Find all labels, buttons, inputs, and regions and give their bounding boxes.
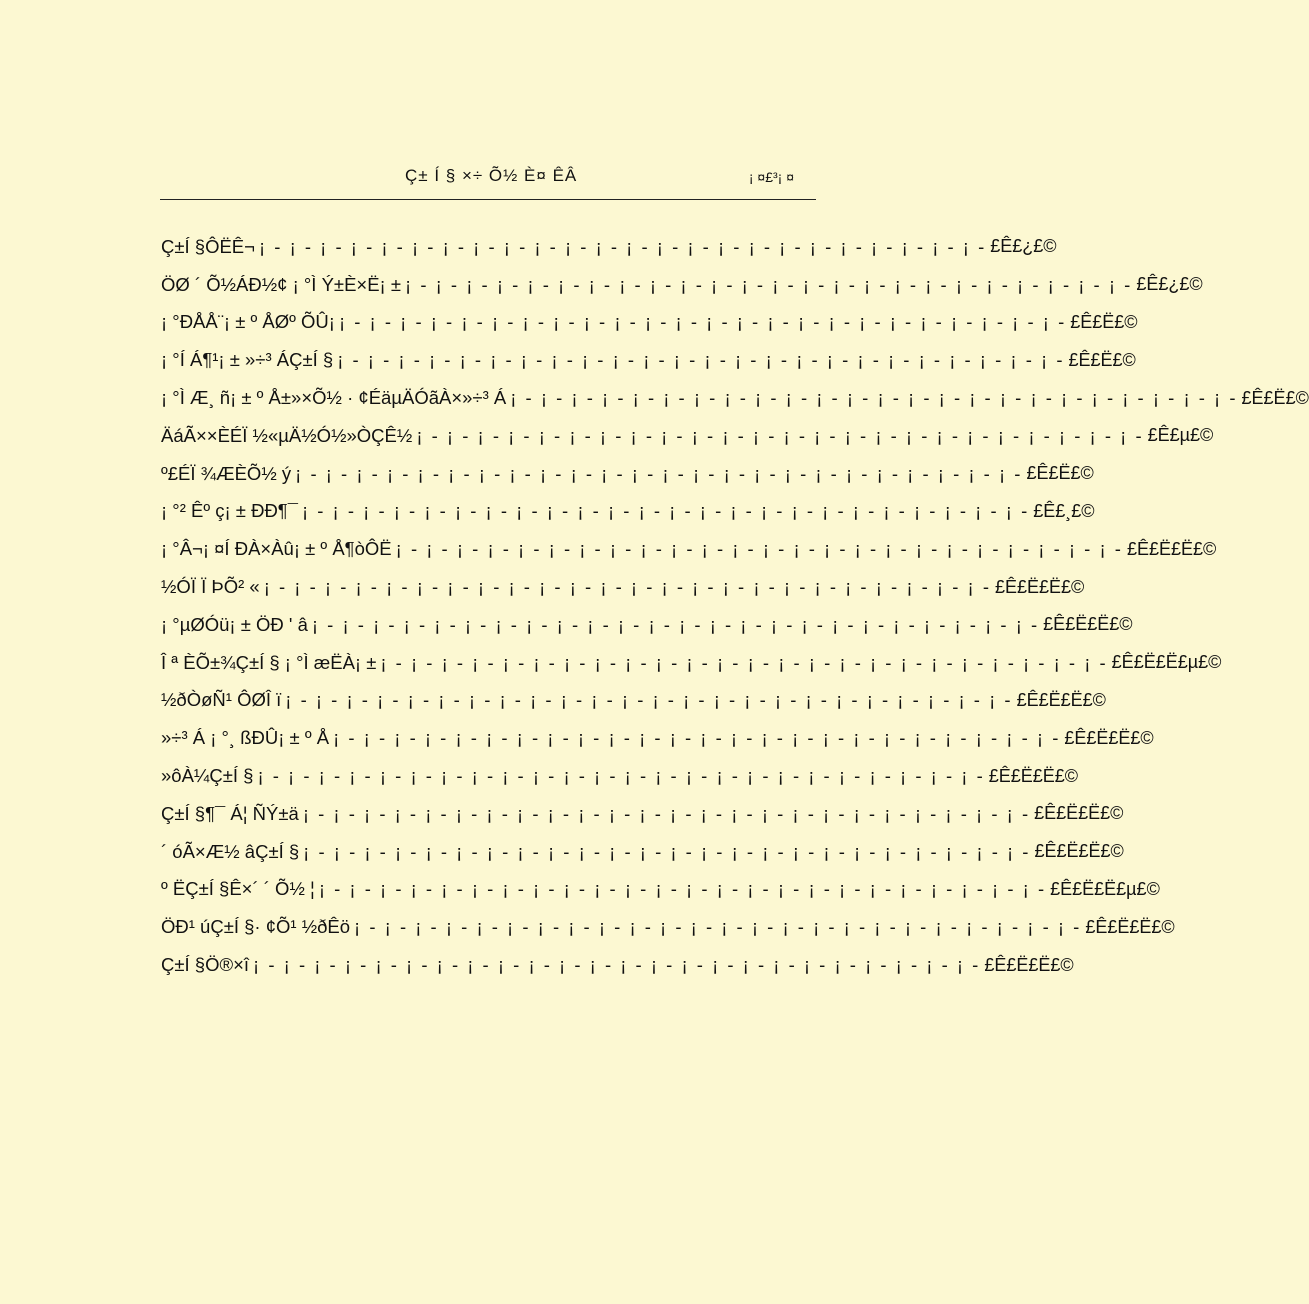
toc-entry-title: »ôÀ¼Ç±Í §	[161, 765, 254, 787]
toc-dot-leader: ¡ - ¡ - ¡ - ¡ - ¡ - ¡ - ¡ - ¡ - ¡ - ¡ - ¡ - ¡ - ¡ - ¡ - ¡ - ¡ - ¡ - ¡ - ¡ - ¡ - ¡ - ¡ - ¡ - ¡ -	[303, 840, 1031, 862]
toc-entry-title: º£ÉÏ ¾ÆÈÕ½ ý	[161, 462, 292, 484]
toc-dot-leader: ¡ - ¡ - ¡ - ¡ - ¡ - ¡ - ¡ - ¡ - ¡ - ¡ - ¡ - ¡ - ¡ - ¡ - ¡ - ¡ - ¡ - ¡ - ¡ - ¡ - ¡ - ¡ - ¡ - ¡ -	[354, 916, 1082, 938]
toc-entry[interactable]	[161, 795, 1124, 833]
toc-entry-page: £Ê£Ë£Ë£©	[984, 954, 1074, 975]
toc-dot-leader: ¡ - ¡ - ¡ - ¡ - ¡ - ¡ - ¡ - ¡ - ¡ - ¡ - ¡ - ¡ - ¡ - ¡ - ¡ - ¡ - ¡ - ¡ - ¡ - ¡ - ¡ - ¡ - ¡ - ¡ -	[510, 387, 1238, 409]
toc-dot-leader: ¡ - ¡ - ¡ - ¡ - ¡ - ¡ - ¡ - ¡ - ¡ - ¡ - ¡ - ¡ - ¡ - ¡ - ¡ - ¡ - ¡ - ¡ - ¡ - ¡ - ¡ - ¡ - ¡ - ¡ -	[285, 689, 1013, 711]
toc-entry-page: £Ê£¿£©	[990, 236, 1057, 257]
table-of-contents	[161, 228, 1309, 984]
toc-entry-page: £Ê£Ë£Ë£©	[1034, 841, 1124, 862]
toc-entry-title: ¡ °ÐÅÅ¨¡ ± º ÅØº ÕÛ¡	[161, 311, 335, 333]
toc-entry[interactable]	[161, 757, 1079, 795]
toc-entry-page: £Ê£Ë£Ë£©	[1043, 614, 1133, 635]
header-rule	[160, 199, 816, 200]
toc-dot-leader: ¡ - ¡ - ¡ - ¡ - ¡ - ¡ - ¡ - ¡ - ¡ - ¡ - ¡ - ¡ - ¡ - ¡ - ¡ - ¡ - ¡ - ¡ - ¡ - ¡ - ¡ - ¡ - ¡ - ¡ -	[380, 651, 1108, 673]
toc-entry-title: Ç±Í §Ö®×î	[161, 954, 250, 976]
toc-entry-title: Ç±Í §¶¯ Á¦ ÑÝ±ä	[161, 802, 299, 824]
toc-entry[interactable]	[161, 266, 1203, 304]
toc-entry-title: Î ª ÈÕ±¾Ç±Í § ¡ °Ì æËÀ¡ ±	[161, 651, 377, 673]
toc-entry[interactable]	[161, 228, 1057, 266]
page-header	[160, 166, 816, 192]
toc-entry[interactable]	[161, 871, 1160, 909]
toc-entry-page: £Ê£Ë£©	[1026, 463, 1094, 484]
toc-dot-leader: ¡ - ¡ - ¡ - ¡ - ¡ - ¡ - ¡ - ¡ - ¡ - ¡ - ¡ - ¡ - ¡ - ¡ - ¡ - ¡ - ¡ - ¡ - ¡ - ¡ - ¡ - ¡ - ¡ - ¡ -	[257, 765, 985, 787]
toc-dot-leader: ¡ - ¡ - ¡ - ¡ - ¡ - ¡ - ¡ - ¡ - ¡ - ¡ - ¡ - ¡ - ¡ - ¡ - ¡ - ¡ - ¡ - ¡ - ¡ - ¡ - ¡ - ¡ - ¡ - ¡ -	[395, 538, 1123, 560]
toc-entry-page: £Ê£¸£©	[1033, 500, 1095, 521]
toc-dot-leader: ¡ - ¡ - ¡ - ¡ - ¡ - ¡ - ¡ - ¡ - ¡ - ¡ - ¡ - ¡ - ¡ - ¡ - ¡ - ¡ - ¡ - ¡ - ¡ - ¡ - ¡ - ¡ - ¡ - ¡ -	[253, 954, 981, 976]
toc-entry[interactable]	[161, 530, 1217, 568]
toc-entry-page: £Ê£Ë£©	[1068, 349, 1136, 370]
toc-entry[interactable]	[161, 417, 1214, 455]
toc-entry[interactable]	[161, 644, 1222, 682]
toc-entry[interactable]	[161, 493, 1095, 531]
toc-dot-leader: ¡ - ¡ - ¡ - ¡ - ¡ - ¡ - ¡ - ¡ - ¡ - ¡ - ¡ - ¡ - ¡ - ¡ - ¡ - ¡ - ¡ - ¡ - ¡ - ¡ - ¡ - ¡ - ¡ - ¡ -	[416, 424, 1144, 446]
toc-entry-page: £Ê£Ë£Ë£©	[1126, 538, 1217, 559]
toc-entry-title: ÄáÃ××ÈÉÏ ½«µÄ½Ó½»ÒÇÊ½	[161, 424, 413, 446]
toc-entry-title: ½ÓÏ Ï ÞÕ² «	[161, 576, 260, 598]
toc-entry-page: £Ê£Ë£Ë£©	[988, 765, 1079, 786]
toc-entry-title: Ç±Í §ÔËÊ¬	[161, 235, 255, 257]
toc-entry-page: £Ê£Ë£©	[1070, 311, 1138, 332]
toc-entry-title: ½ðÒøÑ¹ ÔØÎ ï	[161, 689, 282, 711]
toc-dot-leader: ¡ - ¡ - ¡ - ¡ - ¡ - ¡ - ¡ - ¡ - ¡ - ¡ - ¡ - ¡ - ¡ - ¡ - ¡ - ¡ - ¡ - ¡ - ¡ - ¡ - ¡ - ¡ - ¡ - ¡ -	[302, 802, 1031, 824]
toc-entry-title: ¡ °Â¬¡ ¤Í ÐÀ×Àû¡ ± º Å¶òÔË	[161, 538, 392, 560]
toc-entry[interactable]	[161, 379, 1309, 417]
toc-entry-page: £Ê£Ë£Ë£µ£©	[1050, 878, 1160, 899]
toc-entry-title: ¡ °Ì Æ¸ ñ¡ ± º Å±»×Õ½ · ¢ÉäµÄÓãÀ×»÷³ Á	[161, 387, 507, 409]
toc-entry-title: ¡ °Í Á¶¹¡ ± »÷³ ÁÇ±Í §	[161, 349, 334, 371]
toc-entry[interactable]	[161, 908, 1175, 946]
toc-entry[interactable]	[161, 304, 1138, 342]
toc-entry-page: £Ê£Ë£Ë£µ£©	[1111, 652, 1222, 673]
toc-entry-page: £Ê£Ë£Ë£©	[1064, 727, 1154, 748]
toc-dot-leader: ¡ - ¡ - ¡ - ¡ - ¡ - ¡ - ¡ - ¡ - ¡ - ¡ - ¡ - ¡ - ¡ - ¡ - ¡ - ¡ - ¡ - ¡ - ¡ - ¡ - ¡ - ¡ - ¡ - ¡ -	[311, 613, 1040, 635]
toc-dot-leader: ¡ - ¡ - ¡ - ¡ - ¡ - ¡ - ¡ - ¡ - ¡ - ¡ - ¡ - ¡ - ¡ - ¡ - ¡ - ¡ - ¡ - ¡ - ¡ - ¡ - ¡ - ¡ - ¡ - ¡ -	[337, 349, 1065, 371]
toc-entry-page: £Ê£Ë£Ë£©	[995, 576, 1085, 597]
toc-dot-leader: ¡ - ¡ - ¡ - ¡ - ¡ - ¡ - ¡ - ¡ - ¡ - ¡ - ¡ - ¡ - ¡ - ¡ - ¡ - ¡ - ¡ - ¡ - ¡ - ¡ - ¡ - ¡ - ¡ - ¡ -	[318, 878, 1047, 900]
toc-dot-leader: ¡ - ¡ - ¡ - ¡ - ¡ - ¡ - ¡ - ¡ - ¡ - ¡ - ¡ - ¡ - ¡ - ¡ - ¡ - ¡ - ¡ - ¡ - ¡ - ¡ - ¡ - ¡ - ¡ - ¡ -	[295, 462, 1023, 484]
toc-entry[interactable]	[161, 719, 1154, 757]
toc-entry[interactable]	[161, 455, 1094, 493]
toc-entry[interactable]	[161, 568, 1085, 606]
toc-entry[interactable]	[161, 682, 1106, 720]
toc-entry-page: £Ê£µ£©	[1147, 425, 1214, 446]
toc-entry[interactable]	[161, 606, 1133, 644]
toc-entry-title: ´ óÃ×Æ½ âÇ±Í §	[161, 840, 300, 862]
toc-entry-page: £Ê£Ë£©	[1241, 387, 1309, 408]
toc-dot-leader: ¡ - ¡ - ¡ - ¡ - ¡ - ¡ - ¡ - ¡ - ¡ - ¡ - ¡ - ¡ - ¡ - ¡ - ¡ - ¡ - ¡ - ¡ - ¡ - ¡ - ¡ - ¡ - ¡ - ¡ -	[258, 235, 987, 257]
toc-entry-title: »÷³ Á ¡ °¸ ßÐÛ¡ ± º Å	[161, 727, 330, 749]
toc-dot-leader: ¡ - ¡ - ¡ - ¡ - ¡ - ¡ - ¡ - ¡ - ¡ - ¡ - ¡ - ¡ - ¡ - ¡ - ¡ - ¡ - ¡ - ¡ - ¡ - ¡ - ¡ - ¡ - ¡ - ¡ -	[301, 500, 1030, 522]
toc-entry-title: ÖØ ´ Õ½ÁÐ½¢ ¡ °Ì Ý±È×Ë¡ ±	[161, 273, 402, 295]
toc-entry-page: £Ê£Ë£Ë£©	[1034, 803, 1124, 824]
toc-entry-title: ¡ °² Êº ç¡ ± ÐÐ¶¯	[161, 500, 298, 522]
toc-entry[interactable]	[161, 341, 1136, 379]
toc-entry[interactable]	[161, 833, 1124, 871]
toc-entry-page: £Ê£Ë£Ë£©	[1016, 689, 1106, 710]
toc-dot-leader: ¡ - ¡ - ¡ - ¡ - ¡ - ¡ - ¡ - ¡ - ¡ - ¡ - ¡ - ¡ - ¡ - ¡ - ¡ - ¡ - ¡ - ¡ - ¡ - ¡ - ¡ - ¡ - ¡ - ¡ -	[333, 727, 1061, 749]
toc-entry-page: £Ê£Ë£Ë£©	[1085, 916, 1175, 937]
toc-entry[interactable]	[161, 946, 1074, 984]
toc-entry-title: ¡ °µØÓü¡ ± ÖÐ ' â	[161, 613, 308, 635]
toc-dot-leader: ¡ - ¡ - ¡ - ¡ - ¡ - ¡ - ¡ - ¡ - ¡ - ¡ - ¡ - ¡ - ¡ - ¡ - ¡ - ¡ - ¡ - ¡ - ¡ - ¡ - ¡ - ¡ - ¡ - ¡ -	[263, 576, 991, 598]
toc-entry-title: º ËÇ±Í §Ê×´ ´ Õ½ ¦	[161, 878, 315, 900]
header-title: Ç± Í § ×÷ Õ½ È¤ ÊÂ	[405, 166, 578, 185]
toc-entry-title: ÖÐ¹ úÇ±Í §· ¢Õ¹ ½ðÊö	[161, 916, 351, 938]
toc-dot-leader: ¡ - ¡ - ¡ - ¡ - ¡ - ¡ - ¡ - ¡ - ¡ - ¡ - ¡ - ¡ - ¡ - ¡ - ¡ - ¡ - ¡ - ¡ - ¡ - ¡ - ¡ - ¡ - ¡ - ¡ -	[338, 311, 1067, 333]
toc-dot-leader: ¡ - ¡ - ¡ - ¡ - ¡ - ¡ - ¡ - ¡ - ¡ - ¡ - ¡ - ¡ - ¡ - ¡ - ¡ - ¡ - ¡ - ¡ - ¡ - ¡ - ¡ - ¡ - ¡ - ¡ -	[405, 273, 1133, 295]
toc-entry-page: £Ê£¿£©	[1136, 274, 1203, 295]
header-page-number: ¡ ¤£³¡ ¤	[748, 169, 794, 185]
